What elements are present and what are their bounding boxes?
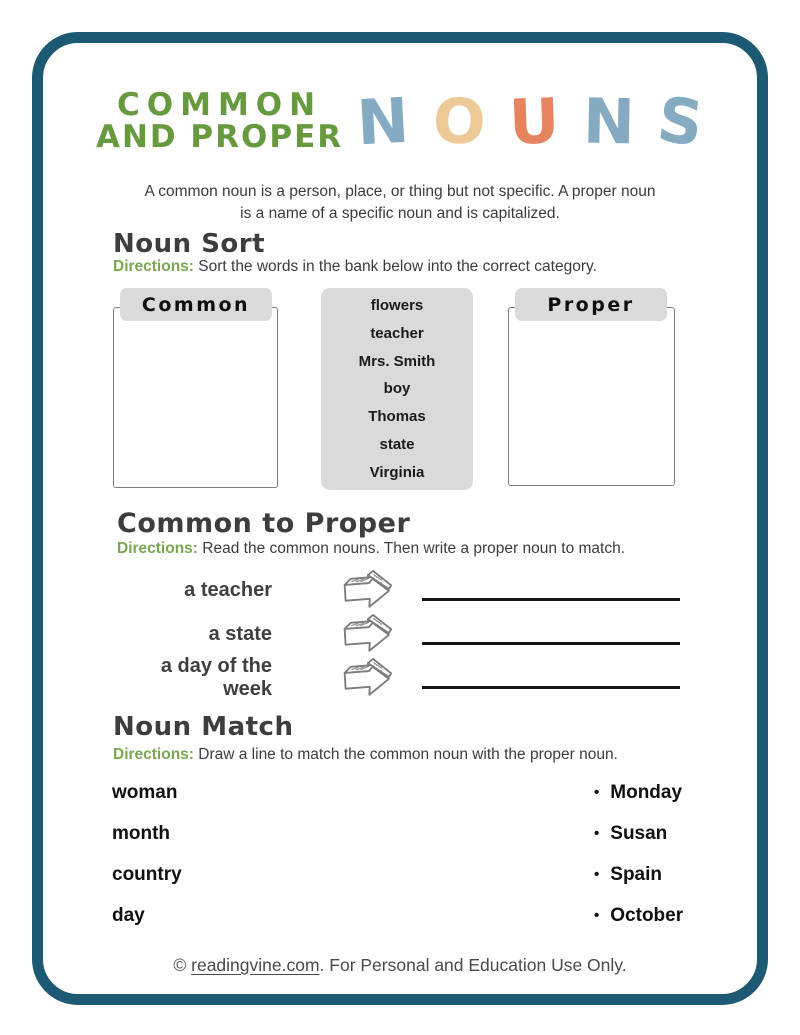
proper-noun-column xyxy=(594,772,683,936)
copyright-prefix: © xyxy=(173,955,192,975)
prompt-row xyxy=(113,568,687,612)
word-bank-item: state xyxy=(379,435,415,453)
proper-noun-item xyxy=(594,895,683,936)
title-line-2: AND PROPER xyxy=(95,118,344,155)
noun-match-heading: Noun Match xyxy=(113,712,294,742)
readingvine-link[interactable]: readingvine.com xyxy=(191,955,320,975)
arrow-right-icon xyxy=(340,568,394,612)
word-bank-item: boy xyxy=(383,380,411,398)
common-to-proper-heading: Common to Proper xyxy=(117,508,411,539)
proper-box-label: Proper xyxy=(515,288,667,321)
proper-noun-text: Susan xyxy=(610,822,668,844)
title-letter: N xyxy=(355,83,412,160)
proper-noun-text: Spain xyxy=(610,863,662,885)
prompt-row xyxy=(113,656,687,700)
footer-copyright xyxy=(0,955,800,976)
common-noun-item: country xyxy=(112,863,182,885)
title-line-1: COMMON xyxy=(117,87,323,123)
bullet-icon: • xyxy=(594,866,600,883)
bullet-icon: • xyxy=(594,784,600,801)
description-line-2: is a name of a specific noun and is capitalized. xyxy=(240,205,560,223)
arrow-right-icon xyxy=(340,612,394,656)
directions-label: Directions: xyxy=(113,746,194,763)
page-title xyxy=(0,82,800,161)
copyright-rest: . For Personal and Education Use Only. xyxy=(319,955,627,975)
proper-sort-box xyxy=(508,307,675,486)
title-letter: U xyxy=(507,84,562,159)
bullet-icon: • xyxy=(594,907,600,924)
common-noun-column xyxy=(112,772,182,936)
common-noun-item: woman xyxy=(112,781,178,803)
word-bank-item: Virginia xyxy=(369,463,425,481)
common-box-label: Common xyxy=(120,288,272,321)
directions-text: Read the common nouns. Then write a proper noun to match. xyxy=(197,540,626,557)
answer-line xyxy=(422,598,680,601)
bullet-icon: • xyxy=(594,825,600,842)
answer-line xyxy=(422,686,680,689)
directions-text: Sort the words in the bank below into the correct category. xyxy=(193,258,597,275)
prompt-row xyxy=(113,612,687,656)
noun-sort-heading: Noun Sort xyxy=(113,229,266,259)
common-sort-box xyxy=(113,307,278,488)
word-bank-item: flowers xyxy=(370,297,424,315)
description-line-1: A common noun is a person, place, or thing but not specific. A proper noun xyxy=(144,183,656,200)
proper-noun-item xyxy=(594,813,683,854)
proper-noun-text: Monday xyxy=(610,781,683,803)
word-bank-item: Mrs. Smith xyxy=(358,352,436,370)
title-letter: N xyxy=(582,84,637,159)
prompt-text: a day of the week xyxy=(160,655,272,700)
directions-label: Directions: xyxy=(113,258,194,275)
word-bank xyxy=(321,288,473,490)
answer-line xyxy=(422,642,680,645)
proper-noun-item xyxy=(594,772,683,813)
prompt-text: a state xyxy=(208,622,272,645)
directions-text: Draw a line to match the common noun with the proper noun. xyxy=(193,746,618,763)
word-bank-item: Thomas xyxy=(368,408,426,426)
directions-label: Directions: xyxy=(117,540,198,557)
prompt-text: a teacher xyxy=(184,578,272,601)
common-to-proper-rows xyxy=(113,568,687,700)
title-letter: O xyxy=(431,84,488,159)
noun-sort-directions xyxy=(113,258,597,276)
proper-noun-text: October xyxy=(610,904,684,926)
title-nouns xyxy=(355,82,709,161)
noun-match-directions xyxy=(113,746,618,764)
common-to-proper-directions xyxy=(117,540,625,558)
common-noun-item: month xyxy=(112,822,171,844)
word-bank-item: teacher xyxy=(370,325,424,343)
arrow-right-icon xyxy=(340,656,394,700)
title-letter: S xyxy=(653,82,709,161)
title-common-and-proper xyxy=(95,87,344,155)
common-noun-item: day xyxy=(112,904,145,926)
worksheet-description xyxy=(0,181,800,226)
proper-noun-item xyxy=(594,854,683,895)
